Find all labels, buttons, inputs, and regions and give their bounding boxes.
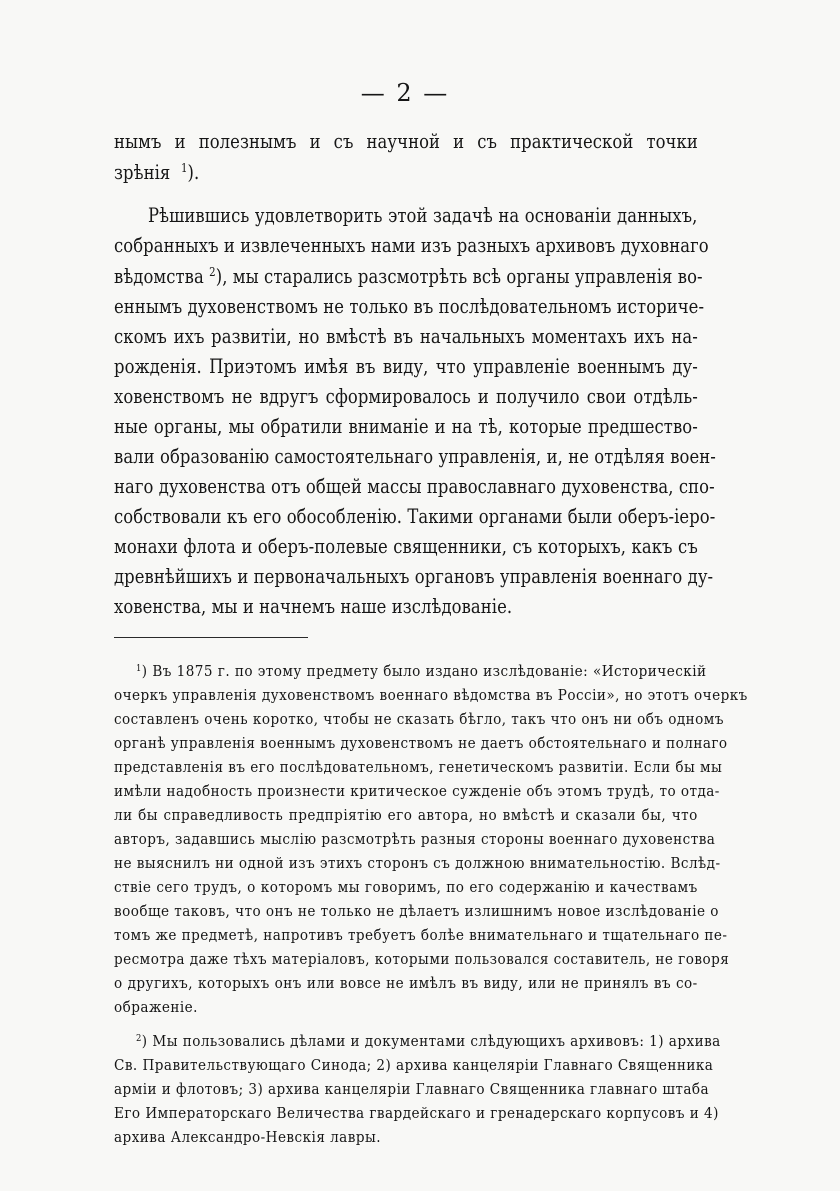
body-line: вали образованію самостоятельнаго управленія, и, не отдѣляя воен- xyxy=(114,444,716,468)
body-line: собранныхъ и извлеченныхъ нами изъ разныхъ архивовъ духовнаго xyxy=(114,233,709,257)
footnote-2-label-close: ) xyxy=(141,1032,148,1050)
body-line: еннымъ духовенствомъ не только въ послѣдовательномъ историче- xyxy=(114,294,705,318)
body-line: ховенствомъ не вдругъ сформировалось и получило свои отдѣль- xyxy=(114,384,698,408)
footnote-text: Мы пользовались дѣлами и документами слѣдующихъ архивовъ: 1) архива xyxy=(152,1032,721,1050)
footnote-1-line: представленія въ его послѣдовательномъ, генетическомъ развитіи. Если бы мы xyxy=(114,758,723,776)
body-text: зрѣнія xyxy=(114,160,171,184)
body-line: Рѣшившись удовлетворить этой задачѣ на основаніи данныхъ, xyxy=(148,203,698,227)
body-line xyxy=(114,262,703,292)
footnote-1-line: очеркъ управленія духовенствомъ военнаго вѣдомства въ Россіи», но этотъ очеркъ xyxy=(114,686,748,704)
footnote-1-line: составленъ очень коротко, чтобы не сказать бѣгло, такъ что онъ ни объ одномъ xyxy=(114,710,724,728)
body-line: древнѣйшихъ и первоначальныхъ органовъ управленія военнаго ду- xyxy=(114,564,714,588)
footnote-1-line: вообще таковъ, что онъ не только не дѣлаетъ излишнимъ новое изслѣдованіе о xyxy=(114,902,719,920)
body-line: нымъ и полезнымъ и съ научной и съ практической точки xyxy=(114,129,698,153)
footnote-2-line xyxy=(136,1030,721,1054)
footnote-2-line: Св. Правительствующаго Синода; 2) архива канцеляріи Главнаго Священника xyxy=(114,1056,714,1074)
body-line xyxy=(114,158,698,188)
body-line: собствовали къ его обособленію. Такими органами были оберъ-іеро- xyxy=(114,504,716,528)
footnote-ref-2: 2 xyxy=(209,264,216,280)
body-line: монахи флота и оберъ-полевые священники, съ которыхъ, какъ съ xyxy=(114,534,698,558)
footnote-ref-2-close: ) xyxy=(215,264,223,288)
footnote-1-label: 1 xyxy=(136,662,142,674)
footnote-separator xyxy=(114,637,308,638)
footnote-1-line: органѣ управленія военнымъ духовенствомъ не даетъ обстоятельнаго и полнаго xyxy=(114,734,728,752)
body-line: ховенства, мы и начнемъ наше изслѣдованіе. xyxy=(114,594,513,618)
footnote-1-label-close: ) xyxy=(141,662,148,680)
footnote-1-line: томъ же предметѣ, напротивъ требуетъ болѣе внимательнаго и тщательнаго пе- xyxy=(114,926,728,944)
footnote-1-line xyxy=(136,660,707,684)
footnote-2-line: архива Александро-Невскія лавры. xyxy=(114,1128,381,1146)
body-line: скомъ ихъ развитіи, но вмѣстѣ въ начальныхъ моментахъ ихъ на- xyxy=(114,324,698,348)
body-line: рожденія. Приэтомъ имѣя въ виду, что управленіе военнымъ ду- xyxy=(114,354,698,378)
footnote-1-line: о другихъ, которыхъ онъ или вовсе не имѣлъ въ виду, или не принялъ въ со- xyxy=(114,974,698,992)
page-number: — 2 — xyxy=(360,79,450,107)
body-text: вѣдомства xyxy=(114,264,204,288)
footnote-text: Въ 1875 г. по этому предмету было издано изслѣдованіе: «Историческій xyxy=(152,662,707,680)
footnote-2-line: Его Императорскаго Величества гвардейскаго и гренадерскаго корпусовъ и 4) xyxy=(114,1104,719,1122)
footnote-1-line: ли бы справедливость предпріятію его автора, но вмѣстѣ и сказали бы, что xyxy=(114,806,698,824)
footnote-2-line: арміи и флотовъ; 3) архива канцеляріи Главнаго Священника главнаго штаба xyxy=(114,1080,710,1098)
footnote-1-line: ресмотра даже тѣхъ матеріаловъ, которыми пользовался составитель, не говоря xyxy=(114,950,730,968)
footnote-1-line: ствіе сего трудъ, о которомъ мы говоримъ, по его содержанію и качествамъ xyxy=(114,878,698,896)
footnote-ref-1-close: ). xyxy=(187,160,200,184)
footnote-1-line: авторъ, задавшись мыслію разсмотрѣть разныя стороны военнаго духовенства xyxy=(114,830,716,848)
footnote-ref-1: 1 xyxy=(180,160,188,176)
body-line: ные органы, мы обратили вниманіе и на тѣ, которые предшество- xyxy=(114,414,698,438)
footnote-1-line: не выяснилъ ни одной изъ этихъ сторонъ съ должною внимательностію. Вслѣд- xyxy=(114,854,721,872)
footnote-2-label: 2 xyxy=(136,1032,142,1044)
body-text: , мы старались разсмотрѣть всѣ органы управленія во- xyxy=(222,264,703,288)
body-line: наго духовенства отъ общей массы православнаго духовенства, спо- xyxy=(114,474,715,498)
footnote-1-line: имѣли надобность произнести критическое сужденіе объ этомъ трудѣ, то отда- xyxy=(114,782,720,800)
footnote-1-line: ображеніе. xyxy=(114,998,198,1016)
